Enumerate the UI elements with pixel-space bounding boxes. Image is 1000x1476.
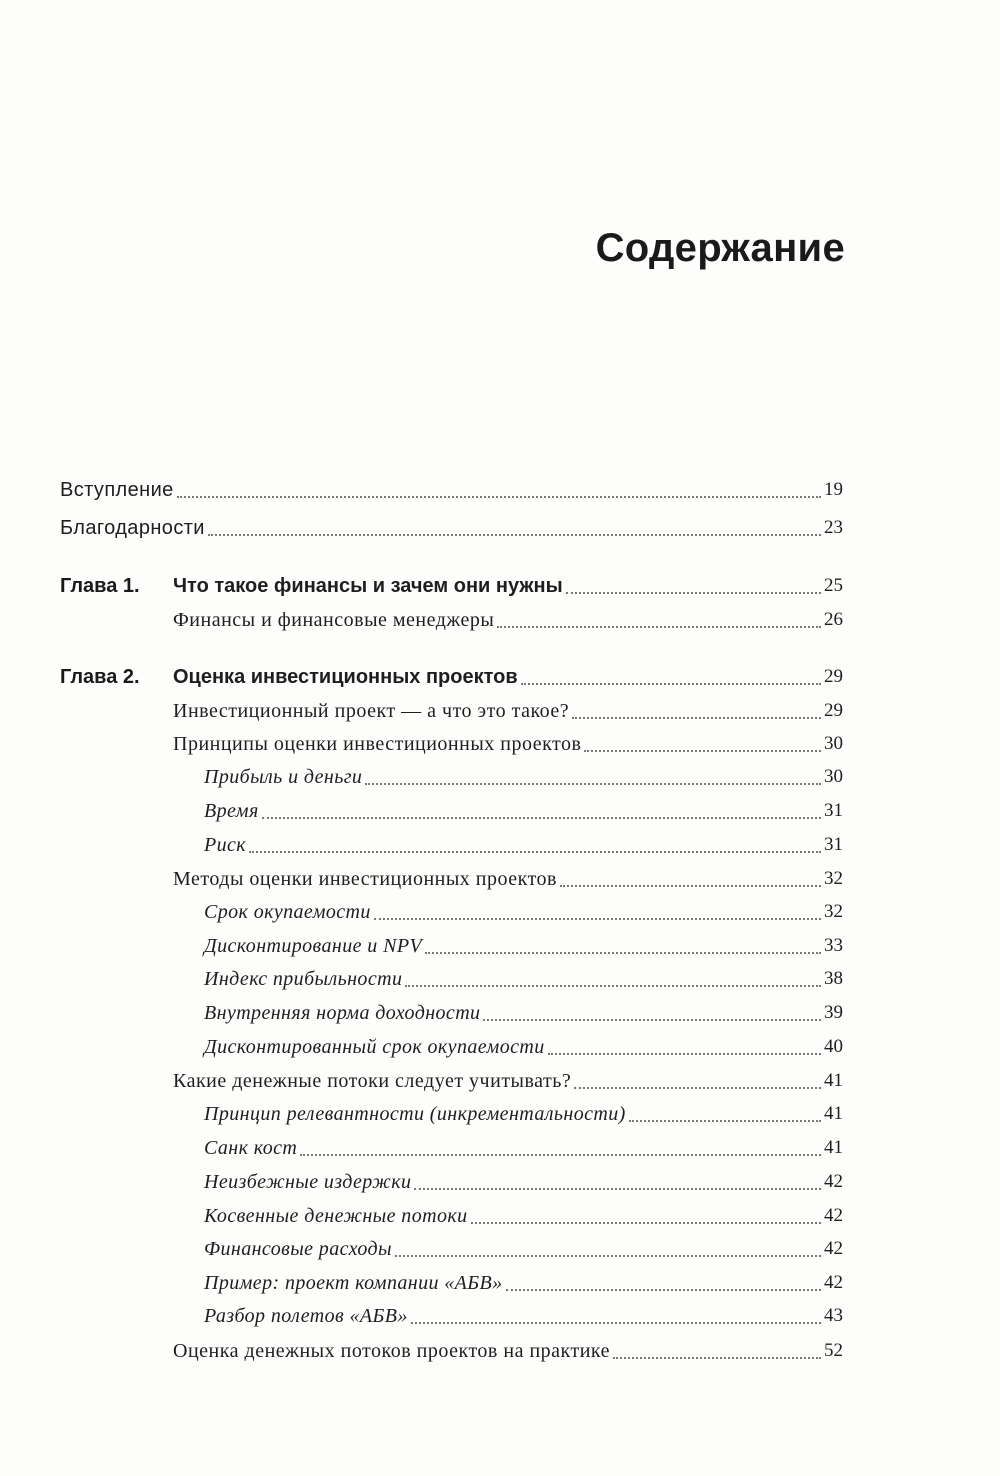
toc-page-number: 25	[821, 569, 843, 603]
toc-dot-leader	[584, 750, 821, 752]
toc-entry[interactable]	[0, 895, 843, 929]
toc-page-number: 41	[821, 1097, 843, 1131]
toc-entry-title	[173, 603, 497, 637]
toc-dot-leader	[629, 1120, 821, 1122]
toc-entry-title-text: Финансовые расходы	[204, 1238, 395, 1260]
toc-entry-title	[204, 1165, 414, 1199]
toc-dot-leader	[411, 1322, 821, 1324]
toc-entry-title-text: Финансы и финансовые менеджеры	[173, 609, 497, 631]
toc-dot-leader	[497, 626, 821, 628]
toc-dot-leader	[405, 985, 821, 987]
toc-page-number: 41	[821, 1064, 843, 1098]
toc-entry-title	[204, 1199, 471, 1233]
toc-entry[interactable]	[0, 1030, 843, 1064]
toc-entry[interactable]	[0, 511, 843, 545]
toc-page-number: 42	[821, 1266, 843, 1300]
toc-dot-leader	[249, 851, 821, 853]
toc-entry[interactable]	[0, 473, 843, 507]
toc-entry-title	[173, 569, 566, 603]
toc-page-number: 32	[821, 862, 843, 896]
toc-page-number: 26	[821, 603, 843, 637]
toc-entry-title-text: Принципы оценки инвестиционных проектов	[173, 733, 584, 755]
toc-entry-title-text: Что такое финансы и зачем они нужны	[173, 575, 566, 597]
toc-dot-leader	[262, 817, 821, 819]
toc-page-number: 42	[821, 1199, 843, 1233]
toc-page-number: 19	[821, 473, 843, 507]
toc-page-number: 38	[821, 962, 843, 996]
toc-entry[interactable]	[0, 1097, 843, 1131]
toc-entry-title-text: Неизбежные издержки	[204, 1171, 414, 1193]
toc-entry-title	[204, 828, 249, 862]
toc-dot-leader	[177, 496, 821, 498]
toc-dot-leader	[613, 1357, 821, 1359]
toc-page-number: 42	[821, 1165, 843, 1199]
toc-entry[interactable]	[0, 727, 843, 761]
toc-entry-title	[60, 511, 208, 545]
toc-entry-title-text: Срок окупаемости	[204, 901, 374, 923]
toc-entry-title	[204, 1030, 548, 1064]
toc-dot-leader	[572, 717, 821, 719]
toc-chapter-number: Глава 2.	[60, 666, 140, 688]
toc-entry[interactable]	[0, 828, 843, 862]
toc-entry-title	[204, 895, 374, 929]
toc-entry[interactable]	[0, 1131, 843, 1165]
toc-entry-title	[204, 962, 405, 996]
toc-entry-title-text: Риск	[204, 834, 249, 856]
toc-dot-leader	[471, 1222, 821, 1224]
toc-page-number: 39	[821, 996, 843, 1030]
toc-page-number: 31	[821, 794, 843, 828]
toc-entry-title	[204, 929, 425, 963]
toc-dot-leader	[506, 1289, 821, 1291]
toc-entry-title-text: Дисконтирование и NPV	[204, 935, 425, 957]
toc-dot-leader	[395, 1255, 821, 1257]
toc-entry[interactable]	[0, 660, 843, 694]
toc-dot-leader	[414, 1188, 821, 1190]
toc-entry-title	[173, 694, 572, 728]
toc-entry[interactable]	[0, 1165, 843, 1199]
toc-entry[interactable]	[0, 694, 843, 728]
toc-entry-title	[204, 1299, 411, 1333]
toc-page-number: 33	[821, 929, 843, 963]
toc-entry-title-text: Оценка инвестиционных проектов	[173, 666, 521, 688]
toc-page-number: 23	[821, 511, 843, 545]
toc-entry-title	[204, 1097, 629, 1131]
toc-dot-leader	[374, 918, 821, 920]
toc-entry[interactable]	[0, 1334, 843, 1368]
toc-entry-title	[204, 1131, 300, 1165]
toc-entry-title-text: Благодарности	[60, 517, 208, 539]
toc-page-number: 41	[821, 1131, 843, 1165]
toc-page-number: 52	[821, 1334, 843, 1368]
toc-entry[interactable]	[0, 1064, 843, 1098]
toc-entry-title	[173, 727, 584, 761]
toc-page-number: 31	[821, 828, 843, 862]
toc-entry-title	[204, 996, 483, 1030]
toc-entry-title-text: Методы оценки инвестиционных проектов	[173, 868, 560, 890]
toc-entry[interactable]	[0, 1232, 843, 1266]
toc-dot-leader	[560, 885, 821, 887]
toc-page-number: 29	[821, 660, 843, 694]
toc-entry[interactable]	[0, 929, 843, 963]
toc-page-number: 32	[821, 895, 843, 929]
toc-entry-title	[204, 794, 262, 828]
toc-page-number: 43	[821, 1299, 843, 1333]
toc-entry[interactable]	[0, 1266, 843, 1300]
toc-entry-title-text: Косвенные денежные потоки	[204, 1205, 471, 1227]
toc-entry[interactable]	[0, 1299, 843, 1333]
toc-entry-title-text: Вступление	[60, 479, 177, 501]
toc-dot-leader	[574, 1087, 821, 1089]
toc-entry[interactable]	[0, 962, 843, 996]
toc-page-number: 30	[821, 760, 843, 794]
toc-chapter-number: Глава 1.	[60, 575, 140, 597]
toc-entry-title-text: Принцип релевантности (инкрементальности)	[204, 1103, 629, 1125]
toc-entry-title	[204, 1232, 395, 1266]
toc-entry-title	[173, 1334, 613, 1368]
toc-dot-leader	[300, 1154, 821, 1156]
toc-dot-leader	[548, 1053, 821, 1055]
toc-dot-leader	[425, 952, 821, 954]
toc-entry[interactable]	[0, 794, 843, 828]
toc-page-number: 29	[821, 694, 843, 728]
toc-entry-title	[204, 760, 365, 794]
toc-dot-leader	[566, 592, 821, 594]
toc-entry-title-text: Какие денежные потоки следует учитывать?	[173, 1070, 574, 1092]
toc-dot-leader	[521, 683, 821, 685]
toc-page-number: 30	[821, 727, 843, 761]
toc-entry-title-text: Оценка денежных потоков проектов на практике	[173, 1340, 613, 1362]
toc-entry-title-text: Разбор полетов «АБВ»	[204, 1305, 411, 1327]
toc-entry-title	[173, 1064, 574, 1098]
toc-dot-leader	[483, 1019, 821, 1021]
toc-entry-title	[173, 862, 560, 896]
page-title: Содержание	[595, 226, 845, 270]
toc-page-number: 42	[821, 1232, 843, 1266]
toc-page-number: 40	[821, 1030, 843, 1064]
toc-dot-leader	[365, 783, 821, 785]
toc-dot-leader	[208, 534, 821, 536]
toc-entry[interactable]	[0, 996, 843, 1030]
toc-entry[interactable]	[0, 569, 843, 603]
toc-entry[interactable]	[0, 862, 843, 896]
toc-entry-title-text: Инвестиционный проект — а что это такое?	[173, 700, 572, 722]
toc-entry[interactable]	[0, 1199, 843, 1233]
toc-entry-title	[60, 473, 177, 507]
toc-entry-title-text: Внутренняя норма доходности	[204, 1002, 483, 1024]
toc-entry-title-text: Прибыль и деньги	[204, 766, 365, 788]
toc-entry-title-text: Индекс прибыльности	[204, 968, 405, 990]
toc-entry-title-text: Пример: проект компании «АБВ»	[204, 1272, 506, 1294]
toc-entry[interactable]	[0, 603, 843, 637]
toc-entry-title-text: Дисконтированный срок окупаемости	[204, 1036, 548, 1058]
toc-entry-title-text: Санк кост	[204, 1137, 300, 1159]
toc-entry-title	[204, 1266, 506, 1300]
toc-entry-title-text: Время	[204, 800, 262, 822]
toc-entry-title	[173, 660, 521, 694]
toc-entry[interactable]	[0, 760, 843, 794]
